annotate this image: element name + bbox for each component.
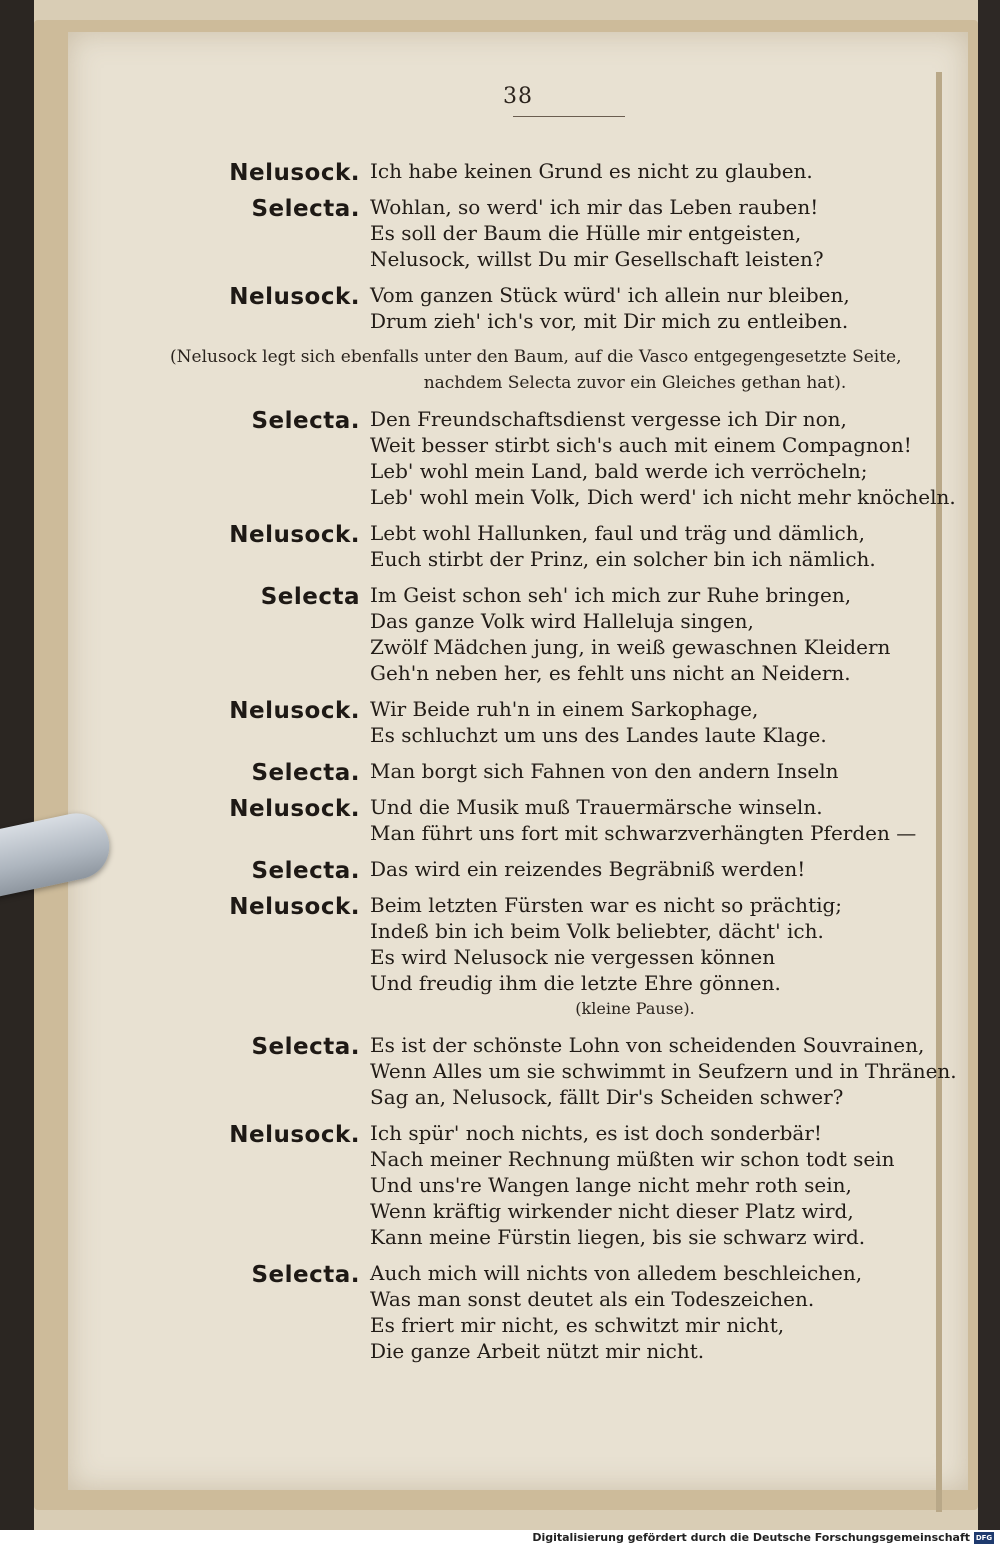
dialogue-entry (180, 582, 1000, 686)
stage-direction-line: (Nelusock legt sich ebenfalls unter den Baum, auf die Vasco entgegengesetzte Seite, (170, 347, 902, 367)
verse-line: Die ganze Arbeit nützt mir nicht. (370, 1339, 705, 1363)
speaker-name: Nelusock. (229, 698, 360, 724)
verse-line: Nach meiner Rechnung müßten wir schon todt sein (370, 1147, 895, 1171)
speaker-name: Selecta. (251, 858, 360, 884)
speaker-name: Selecta (260, 584, 360, 610)
dialogue-entry (180, 758, 1000, 784)
verse-line: Zwölf Mädchen jung, in weiß gewaschnen Kleidern (370, 635, 891, 659)
verse-line: Auch mich will nichts von alledem beschleichen, (370, 1261, 863, 1285)
verse-line: Sag an, Nelusock, fällt Dir's Scheiden schwer? (370, 1085, 844, 1109)
verse-line: Wohlan, so werd' ich mir das Leben rauben! (370, 195, 819, 219)
speaker-name: Nelusock. (229, 796, 360, 822)
verse-line: Den Freundschaftsdienst vergesse ich Dir non, (370, 407, 847, 431)
dialogue-entry (180, 520, 1000, 572)
verse-line: Euch stirbt der Prinz, ein solcher bin ich nämlich. (370, 547, 876, 571)
stage-direction-pause: (kleine Pause). (575, 999, 695, 1018)
scan-background-left (0, 0, 34, 1530)
verse-line: Ich spür' noch nichts, es ist doch sonderbär! (370, 1121, 822, 1145)
verse-line: Es ist der schönste Lohn von scheidenden Souvrainen, (370, 1033, 925, 1057)
verse-line: Wir Beide ruh'n in einem Sarkophage, (370, 697, 759, 721)
page-number: 38 (503, 84, 533, 109)
verse-line: Im Geist schon seh' ich mich zur Ruhe bringen, (370, 583, 852, 607)
speaker-name: Nelusock. (229, 1122, 360, 1148)
verse-line: Weit besser stirbt sich's auch mit einem Compagnon! (370, 433, 912, 457)
verse-line: Wenn Alles um sie schwimmt in Seufzern und in Thränen. (370, 1059, 957, 1083)
verse-line: Vom ganzen Stück würd' ich allein nur bleiben, (370, 283, 850, 307)
verse-line: Das ganze Volk wird Halleluja singen, (370, 609, 754, 633)
verse-line: Drum zieh' ich's vor, mit Dir mich zu entleiben. (370, 309, 849, 333)
verse-line: Beim letzten Fürsten war es nicht so prächtig; (370, 893, 843, 917)
verse-line: Lebt wohl Hallunken, faul und träg und dämlich, (370, 521, 865, 545)
verse-line: Was man sonst deutet als ein Todeszeichen. (370, 1287, 815, 1311)
verse-line: Es soll der Baum die Hülle mir entgeisten, (370, 221, 802, 245)
verse-line: Es wird Nelusock nie vergessen können (370, 945, 776, 969)
verse-line: Leb' wohl mein Land, bald werde ich verröcheln; (370, 459, 868, 483)
verse-line: Es schluchzt um uns des Landes laute Klage. (370, 723, 827, 747)
verse-line: Geh'n neben her, es fehlt uns nicht an Neidern. (370, 661, 851, 685)
speaker-name: Selecta. (251, 1034, 360, 1060)
verse-line: Und freudig ihm die letzte Ehre gönnen. (370, 971, 781, 995)
speaker-name: Selecta. (251, 1262, 360, 1288)
book-page (68, 32, 968, 1490)
dialogue-entry (180, 406, 1000, 510)
verse-line: Man borgt sich Fahnen von den andern Inseln (370, 759, 839, 783)
speaker-name: Selecta. (251, 196, 360, 222)
speaker-name: Selecta. (251, 760, 360, 786)
dialogue-entry (180, 158, 1000, 184)
speaker-name: Nelusock. (229, 160, 360, 186)
verse-line: Und uns're Wangen lange nicht mehr roth sein, (370, 1173, 852, 1197)
dialogue-entry (180, 282, 1000, 334)
footer-credit (0, 1530, 1000, 1546)
footer-credit-text: Digitalisierung gefördert durch die Deutsche Forschungsgemeinschaft (532, 1531, 970, 1544)
dfg-logo-icon: DFG (975, 1534, 993, 1542)
dialogue-entry (180, 194, 1000, 272)
dialogue-entry (180, 794, 1000, 846)
verse-line: Kann meine Fürstin liegen, bis sie schwarz wird. (370, 1225, 866, 1249)
speaker-name: Nelusock. (229, 522, 360, 548)
stage-direction-line: nachdem Selecta zuvor ein Gleiches gethan hat). (423, 373, 847, 393)
speaker-name: Selecta. (251, 408, 360, 434)
dialogue-entry (180, 856, 1000, 882)
dialogue-entry (180, 1032, 1000, 1110)
dialogue-entry (180, 696, 1000, 748)
verse-line: Das wird ein reizendes Begräbniß werden! (370, 857, 806, 881)
verse-line: Ich habe keinen Grund es nicht zu glauben. (370, 159, 813, 183)
verse-line: Und die Musik muß Trauermärsche winseln. (370, 795, 823, 819)
dialogue-entry (180, 1120, 1000, 1250)
dialogue-entry (180, 1260, 1000, 1364)
verse-line: Man führt uns fort mit schwarzverhängten Pferden — (370, 821, 917, 845)
verse-line: Indeß bin ich beim Volk beliebter, dächt' ich. (370, 919, 824, 943)
verse-line: Wenn kräftig wirkender nicht dieser Platz wird, (370, 1199, 854, 1223)
verse-line: Nelusock, willst Du mir Gesellschaft leisten? (370, 247, 824, 271)
speaker-name: Nelusock. (229, 284, 360, 310)
dialogue-entry (180, 892, 1000, 1022)
verse-line: Es friert mir nicht, es schwitzt mir nicht, (370, 1313, 785, 1337)
page-number-rule (513, 116, 625, 117)
stage-direction (170, 344, 1000, 396)
speaker-name: Nelusock. (229, 894, 360, 920)
verse-line: Leb' wohl mein Volk, Dich werd' ich nicht mehr knöcheln. (370, 485, 956, 509)
dialogue-text (170, 158, 1000, 1374)
